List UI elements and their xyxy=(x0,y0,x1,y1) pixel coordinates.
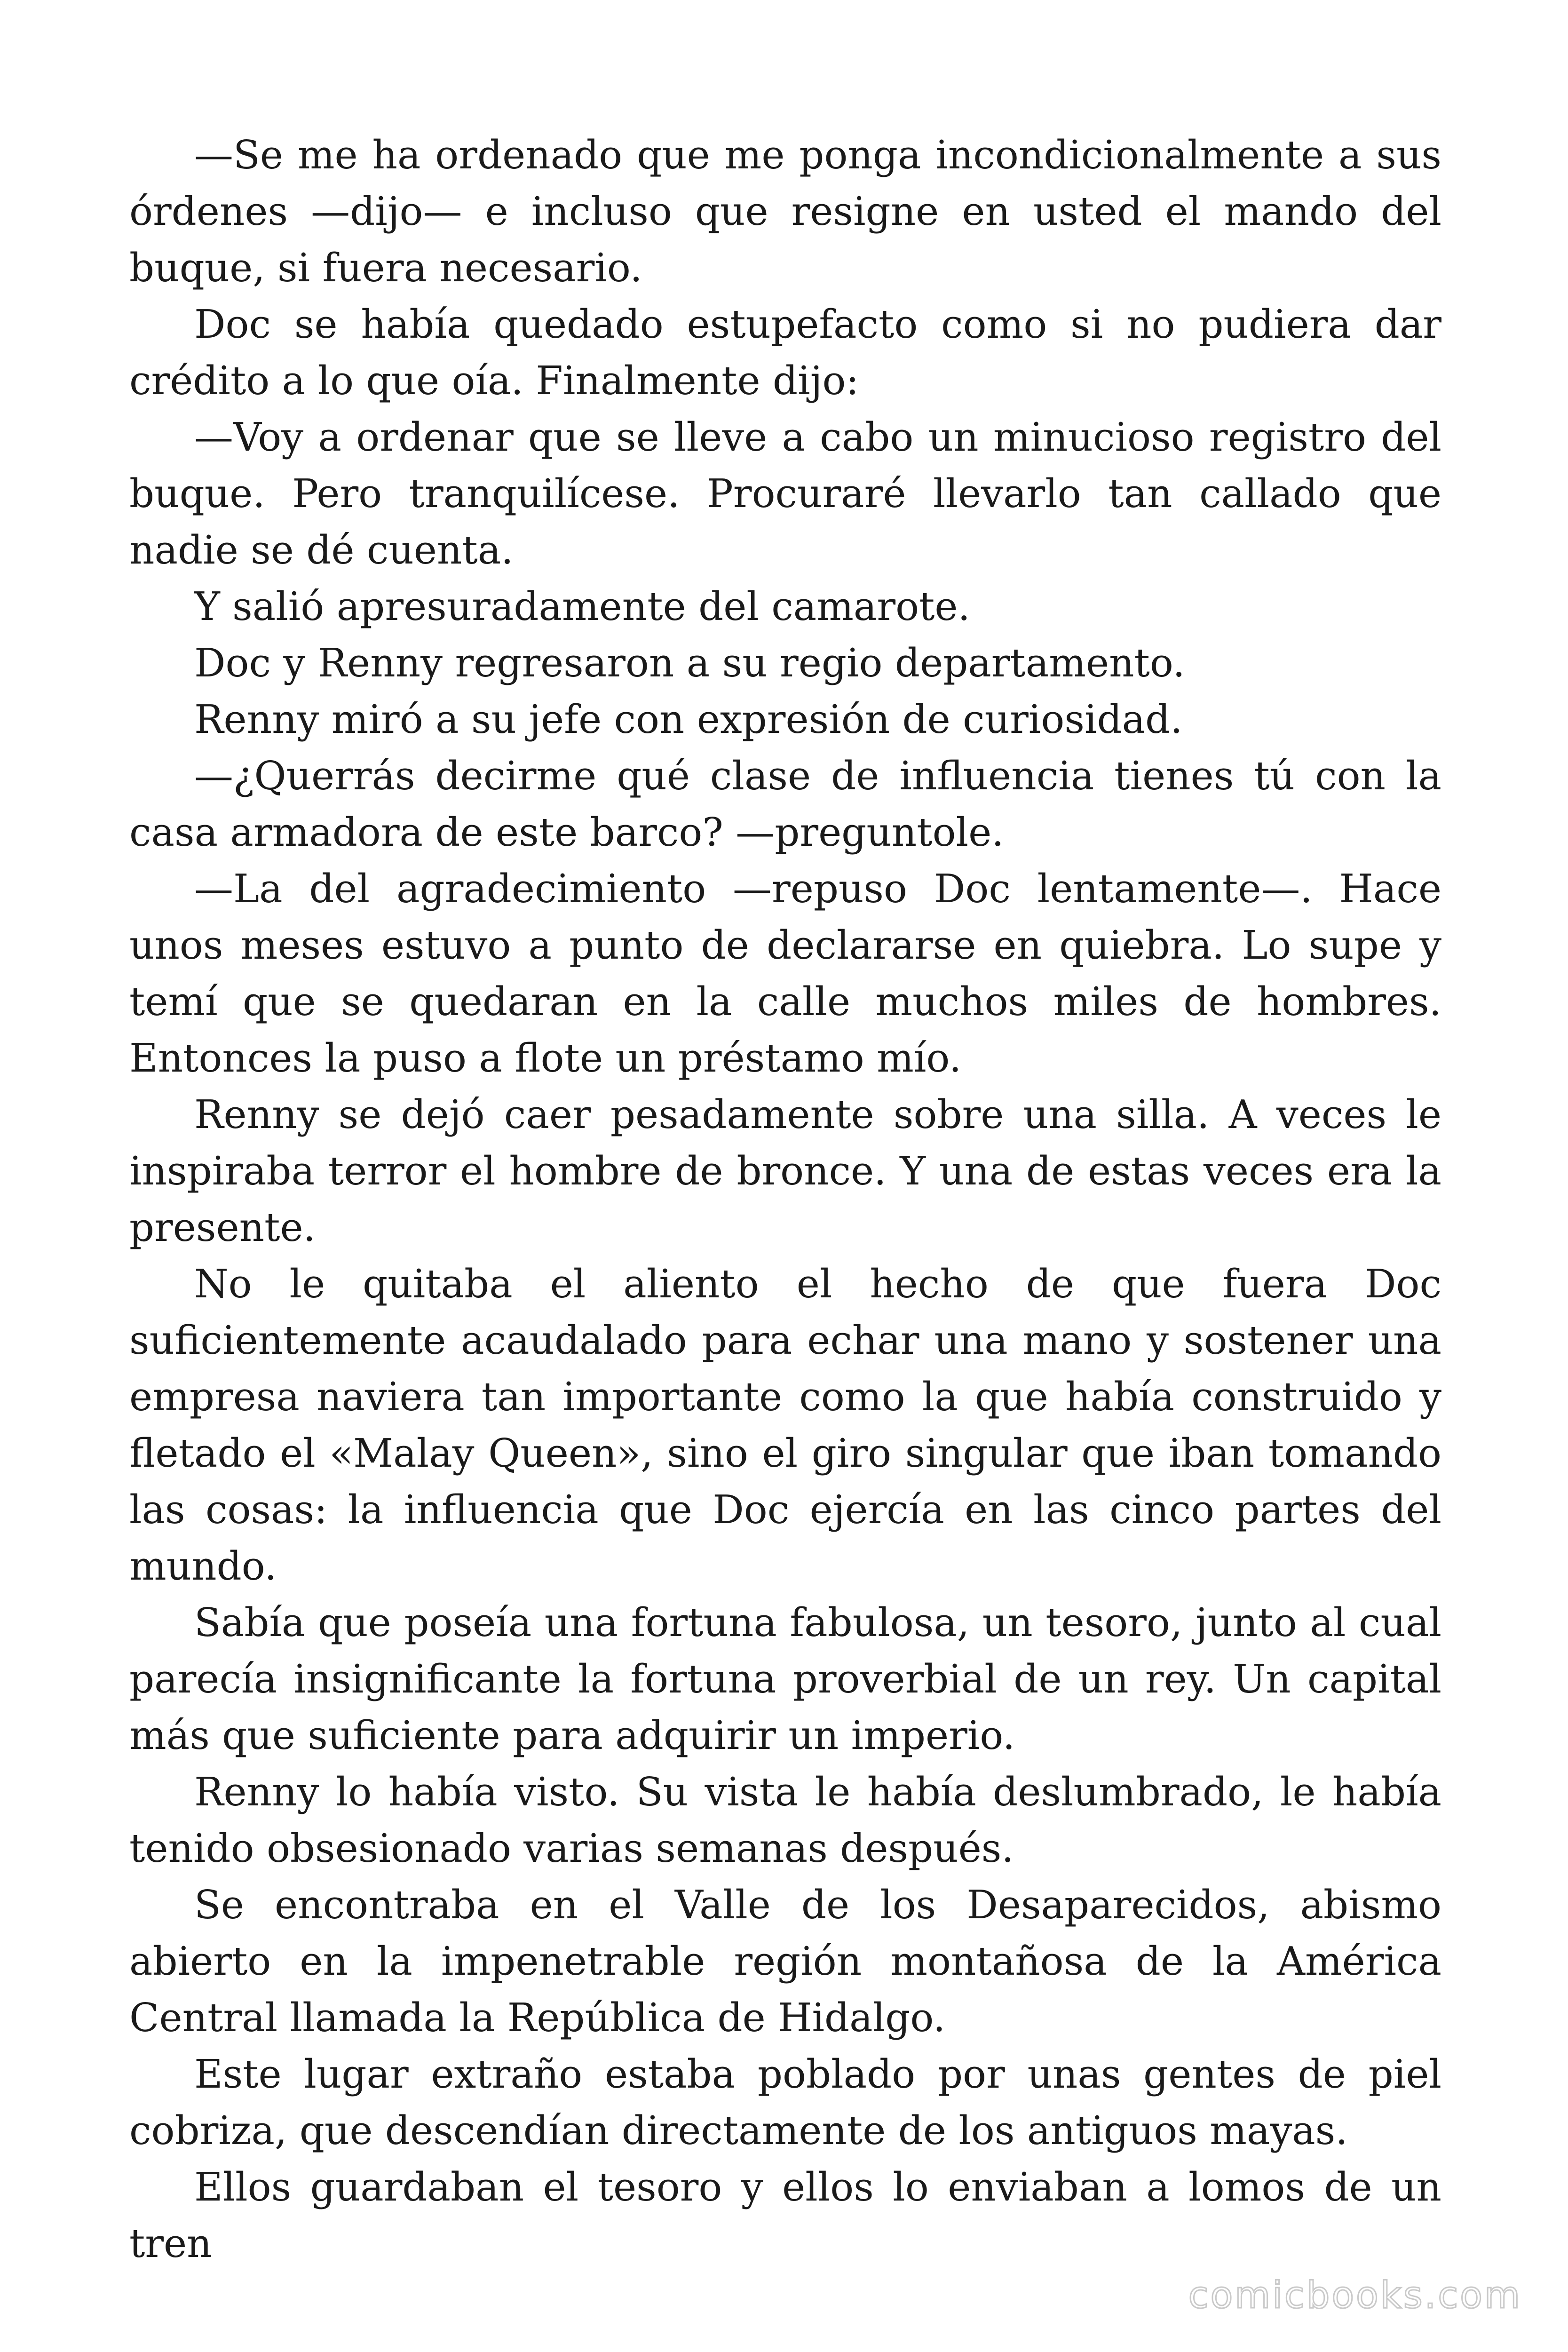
paragraph: Doc se había quedado estupefacto como si no pudiera dar crédito a lo que oía. Finalmente dijo: xyxy=(129,302,1441,404)
watermark: comicbooks.com xyxy=(1188,2274,1522,2317)
paragraph: Este lugar extraño estaba poblado por unas gentes de piel cobriza, que descendían directamente de los antiguos mayas. xyxy=(129,2051,1441,2153)
paragraph: Doc y Renny regresaron a su regio departamento. xyxy=(194,640,1185,686)
paragraph: Renny miró a su jefe con expresión de curiosidad. xyxy=(194,697,1183,742)
paragraph: Renny se dejó caer pesadamente sobre una silla. A veces le inspiraba terror el hombre de bronce. Y una de estas veces era la presente. xyxy=(129,1092,1441,1250)
paragraph: —¿Querrás decirme qué clase de influencia tienes tú con la casa armadora de este barco? —preguntole. xyxy=(129,753,1441,855)
paragraph: Y salió apresuradamente del camarote. xyxy=(194,584,970,629)
paragraph-continued: Ellos guardaban el tesoro y ellos lo enviaban a lomos de un tren xyxy=(129,2164,1441,2266)
paragraph: —Voy a ordenar que se lleve a cabo un minucioso registro del buque. Pero tranquilícese. Procuraré llevarlo tan callado que nadie se dé cuenta. xyxy=(129,414,1441,573)
paragraph: No le quitaba el aliento el hecho de que fuera Doc suficientemente acaudalado para echar una mano y sostener una empresa naviera tan importante como la que había construido y fletado el «Malay Queen», sino el giro singular que iban tomando las cosas: la influencia que Doc ejercía en las cinco partes del mundo. xyxy=(129,1261,1441,1589)
paragraph: —La del agradecimiento —repuso Doc lentamente—. Hace unos meses estuvo a punto de declararse en quiebra. Lo supe y temí que se quedaran en la calle muchos miles de hombres. Entonces la puso a flote un préstamo mío. xyxy=(129,866,1441,1081)
paragraph: —Se me ha ordenado que me ponga incondicionalmente a sus órdenes —dijo— e incluso que resigne en usted el mando del buque, si fuera necesario. xyxy=(129,132,1441,291)
paragraph: Sabía que poseía una fortuna fabulosa, un tesoro, junto al cual parecía insignificante la fortuna proverbial de un rey. Un capital más que suficiente para adquirir un imperio. xyxy=(129,1600,1441,1758)
page-body xyxy=(129,127,1441,2272)
paragraph: Renny lo había visto. Su vista le había deslumbrado, le había tenido obsesionado varias semanas después. xyxy=(129,1769,1441,1871)
paragraph: Se encontraba en el Valle de los Desaparecidos, abismo abierto en la impenetrable región montañosa de la América Central llamada la República de Hidalgo. xyxy=(129,1882,1441,2041)
